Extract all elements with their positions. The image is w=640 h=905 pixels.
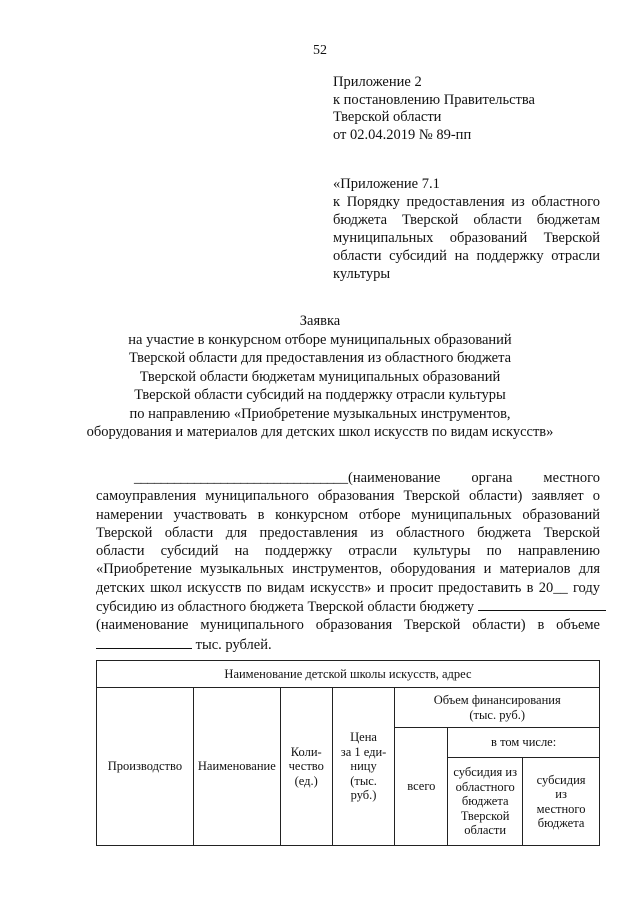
title-line: Тверской области бюджетам муниципальных образований bbox=[139, 368, 501, 385]
appendix-71-line: «Приложение 7.1 bbox=[333, 176, 440, 192]
title-line: по направлению «Приобретение музыкальных инструментов, bbox=[129, 405, 511, 422]
body-line: Тверской области для предоставления из областного бюджета Тверской bbox=[96, 524, 600, 541]
appendix-71-header bbox=[333, 175, 600, 283]
organ-caption: __(наименование органа местного bbox=[333, 470, 600, 486]
body-line: области субсидий на поддержку отрасли культуры по направлению bbox=[96, 543, 600, 560]
body-text: субсидию из областного бюджета Тверской области бюджету bbox=[96, 599, 475, 616]
appendix-header bbox=[333, 74, 535, 144]
application-title bbox=[60, 312, 580, 442]
school-header-cell: Наименование детской школы искусств, адрес bbox=[97, 661, 600, 688]
funding-table bbox=[96, 660, 600, 846]
body-line bbox=[96, 597, 600, 616]
blank-municipality[interactable] bbox=[478, 597, 606, 611]
blank-organ[interactable]: ______________________________ bbox=[134, 470, 334, 486]
body-line bbox=[96, 469, 600, 487]
appendix-line: от 02.04.2019 № 89-пп bbox=[333, 126, 472, 143]
col-funding-header: Объем финансирования (тыс. руб.) bbox=[395, 688, 600, 728]
col-price-header: Цена за 1 еди- ницу (тыс. руб.) bbox=[332, 688, 395, 846]
appendix-71-line: муниципальных образований Тверской bbox=[333, 230, 600, 246]
title-line: на участие в конкурсном отборе муниципальных образований bbox=[128, 331, 512, 348]
appendix-line: Тверской области bbox=[333, 109, 442, 125]
body-text: тыс. рублей. bbox=[195, 636, 272, 653]
body-line bbox=[96, 635, 600, 654]
application-body bbox=[96, 469, 600, 654]
title-line: оборудования и материалов для детских школ искусств по видам искусств» bbox=[86, 424, 554, 440]
col-including-header: в том числе: bbox=[448, 728, 600, 758]
col-producer-header: Производство bbox=[97, 688, 194, 846]
col-total-header: всего bbox=[395, 728, 448, 846]
appendix-line: Приложение 2 bbox=[333, 74, 422, 90]
title-line: Тверской области субсидий на поддержку отрасли культуры bbox=[134, 387, 506, 403]
appendix-line: к постановлению Правительства bbox=[333, 91, 535, 108]
appendix-71-line: бюджета Тверской области бюджетам bbox=[333, 212, 600, 228]
appendix-71-line: области субсидий на поддержку отрасли bbox=[333, 248, 600, 264]
col-local-header: субсидия из местного бюджета bbox=[523, 758, 600, 846]
body-line: (наименование муниципального образования Тверской области) в объеме bbox=[96, 617, 600, 634]
col-regional-header: субсидия из областного бюджета Тверской области bbox=[448, 758, 523, 846]
body-line: детских школ искусств по видам искусств» и просит предоставить в 20__ году bbox=[96, 579, 600, 596]
title-line: Тверской области для предоставления из областного бюджета bbox=[128, 350, 512, 366]
col-qty-header: Коли- чество (ед.) bbox=[280, 688, 332, 846]
body-line: самоуправления муниципального образования Тверской области) заявляет о bbox=[96, 488, 600, 505]
body-line: намерении участвовать в конкурсном отборе муниципальных образований bbox=[96, 506, 600, 523]
title-heading: Заявка bbox=[299, 313, 341, 329]
appendix-71-line: к Порядку предоставления из областного bbox=[333, 194, 600, 210]
blank-amount[interactable] bbox=[96, 635, 192, 649]
body-line: «Приобретение музыкальных инструментов, оборудования и материалов для bbox=[96, 561, 600, 578]
col-name-header: Наименование bbox=[193, 688, 280, 846]
appendix-71-line: культуры bbox=[333, 266, 391, 282]
page-number: 52 bbox=[313, 43, 327, 58]
